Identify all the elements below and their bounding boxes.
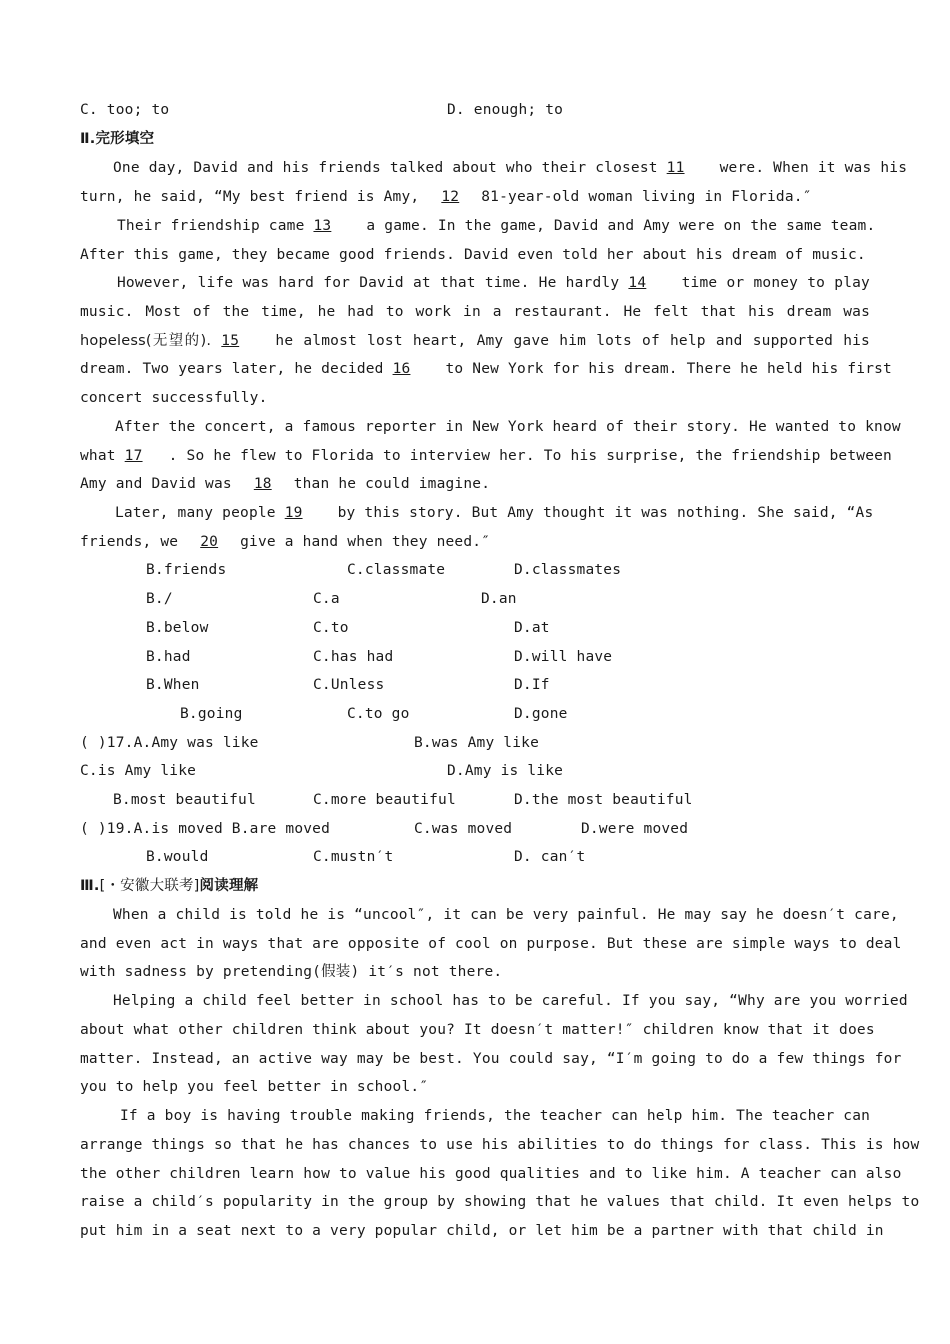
p3-line-4: dream. Two years later, he decided 16 to New York for his dream. There he held his first [80,355,870,384]
p5-line-1: Later, many people 19 by this story. But Amy thought it was nothing. She said, “As [80,499,870,528]
blank-16: 16 [392,361,411,377]
p3-line-5: concert successfully. [80,390,268,406]
p4-line-3: Amy and David was 18 than he could imagine. [80,470,490,499]
blank-18: 18 [253,476,272,492]
r-p2-line-1: Helping a child feel better in school has to be careful. If you say, “Why are you worried [113,993,908,1009]
blank-14: 14 [628,275,647,291]
blank-19: 19 [284,505,303,521]
blank-17: 17 [124,448,143,464]
option-d-top: D. enough; to [447,102,564,118]
r-p2-line-3: matter. Instead, an active way may be best. You could say, “I′m going to do a few things for [80,1051,902,1067]
option-11-c: C.classmate [347,562,446,578]
option-19-d: D.were moved [581,821,689,837]
r-p3-line-1: If a boy is having trouble making friends, the teacher can help him. The teacher can [120,1108,871,1124]
option-17-b: B.was Amy like [414,735,540,751]
p2-line-1: Their friendship came 13 a game. In the game, David and Amy were on the same team. [80,212,870,241]
option-15-c: C.Unless [313,677,385,693]
r-p3-line-5: put him in a seat next to a very popular child, or let him be a partner with that child in [80,1223,884,1239]
option-16-c: C.to go [347,706,410,722]
blank-15: 15 [221,333,240,349]
option-18-d: D.the most beautiful [514,792,693,808]
option-14-c: C.has had [313,649,394,665]
section-3-title: 阅读理解 [199,878,259,894]
r-p1-line-2: and even act in ways that are opposite of cool on purpose. But these are simple ways to deal [80,936,902,952]
option-12-b: B./ [146,591,173,607]
option-18-b: B.most beautiful [113,792,256,808]
section-2-heading [80,125,154,154]
option-17-d: D.Amy is like [447,763,564,779]
option-13-b: B.below [146,620,209,636]
option-18-c: C.more beautiful [313,792,456,808]
r-p3-line-2: arrange things so that he has chances to use his abilities to do things for class. This is how [80,1137,920,1153]
option-12-d: D.an [481,591,517,607]
option-19-c: C.was moved [414,821,513,837]
p3-line-2: music. Most of the time, he had to work in a restaurant. He felt that his dream was [80,304,870,320]
option-17-a: ( )17.A.Amy was like [80,735,259,751]
p4-line-2: what 17 . So he flew to Florida to interview her. To his surprise, the friendship between [80,442,870,471]
option-11-d: D.classmates [514,562,622,578]
section-3-heading [80,872,258,901]
option-19-ab: ( )19.A.is moved B.are moved [80,821,331,837]
option-20-b: B.would [146,849,209,865]
r-p2-line-4: you to help you feel better in school.″ [80,1079,429,1095]
blank-12: 12 [441,189,460,205]
option-20-d: D. can′t [514,849,586,865]
p1-line-1: One day, David and his friends talked about who their closest 11 were. When it was his [80,154,870,183]
option-15-d: D.If [514,677,550,693]
p3-line-3: hopeless(无望的). 15 he almost lost heart, Amy gave him lots of help and supported his [80,327,870,356]
option-11-b: B.friends [146,562,227,578]
r-p1-line-3: with sadness by pretending(假装) it′s not there. [80,964,503,980]
section-3-source: [・安徽大联考] [99,878,200,894]
r-p3-line-4: raise a child′s popularity in the group by showing that he values that child. It even helps to [80,1194,920,1210]
option-12-c: C.a [313,591,340,607]
r-p2-line-2: about what other children think about you? It doesn′t matter!″ children know that it does [80,1022,875,1038]
section-2-title: 完形填空 [95,131,155,147]
blank-11: 11 [666,160,685,176]
section-2-numeral: Ⅱ. [80,131,96,147]
section-3-numeral: Ⅲ. [80,878,100,894]
option-14-d: D.will have [514,649,613,665]
p4-line-1: After the concert, a famous reporter in New York heard of their story. He wanted to know [115,419,901,435]
p3-line-1: However, life was hard for David at that time. He hardly 14 time or money to play [80,269,870,298]
option-16-d: D.gone [514,706,568,722]
option-17-c: C.is Amy like [80,763,197,779]
option-16-b: B.going [180,706,243,722]
option-15-b: B.When [146,677,200,693]
p5-line-2: friends, we 20 give a hand when they need.″ [80,528,490,557]
r-p1-line-1: When a child is told he is “uncool″, it can be very painful. He may say he doesn′t care, [113,907,899,923]
p2-line-2: After this game, they became good friends. David even told her about his dream of music. [80,247,866,263]
option-13-c: C.to [313,620,349,636]
option-14-b: B.had [146,649,191,665]
r-p3-line-3: the other children learn how to value his good qualities and to like him. A teacher can also [80,1166,902,1182]
p1-line-2: turn, he said, “My best friend is Amy, 12 81-year-old woman living in Florida.″ [80,183,812,212]
option-13-d: D.at [514,620,550,636]
option-c-top: C. too; to [80,102,170,118]
blank-13: 13 [313,218,332,234]
option-20-c: C.mustn′t [313,849,394,865]
blank-20: 20 [200,534,219,550]
